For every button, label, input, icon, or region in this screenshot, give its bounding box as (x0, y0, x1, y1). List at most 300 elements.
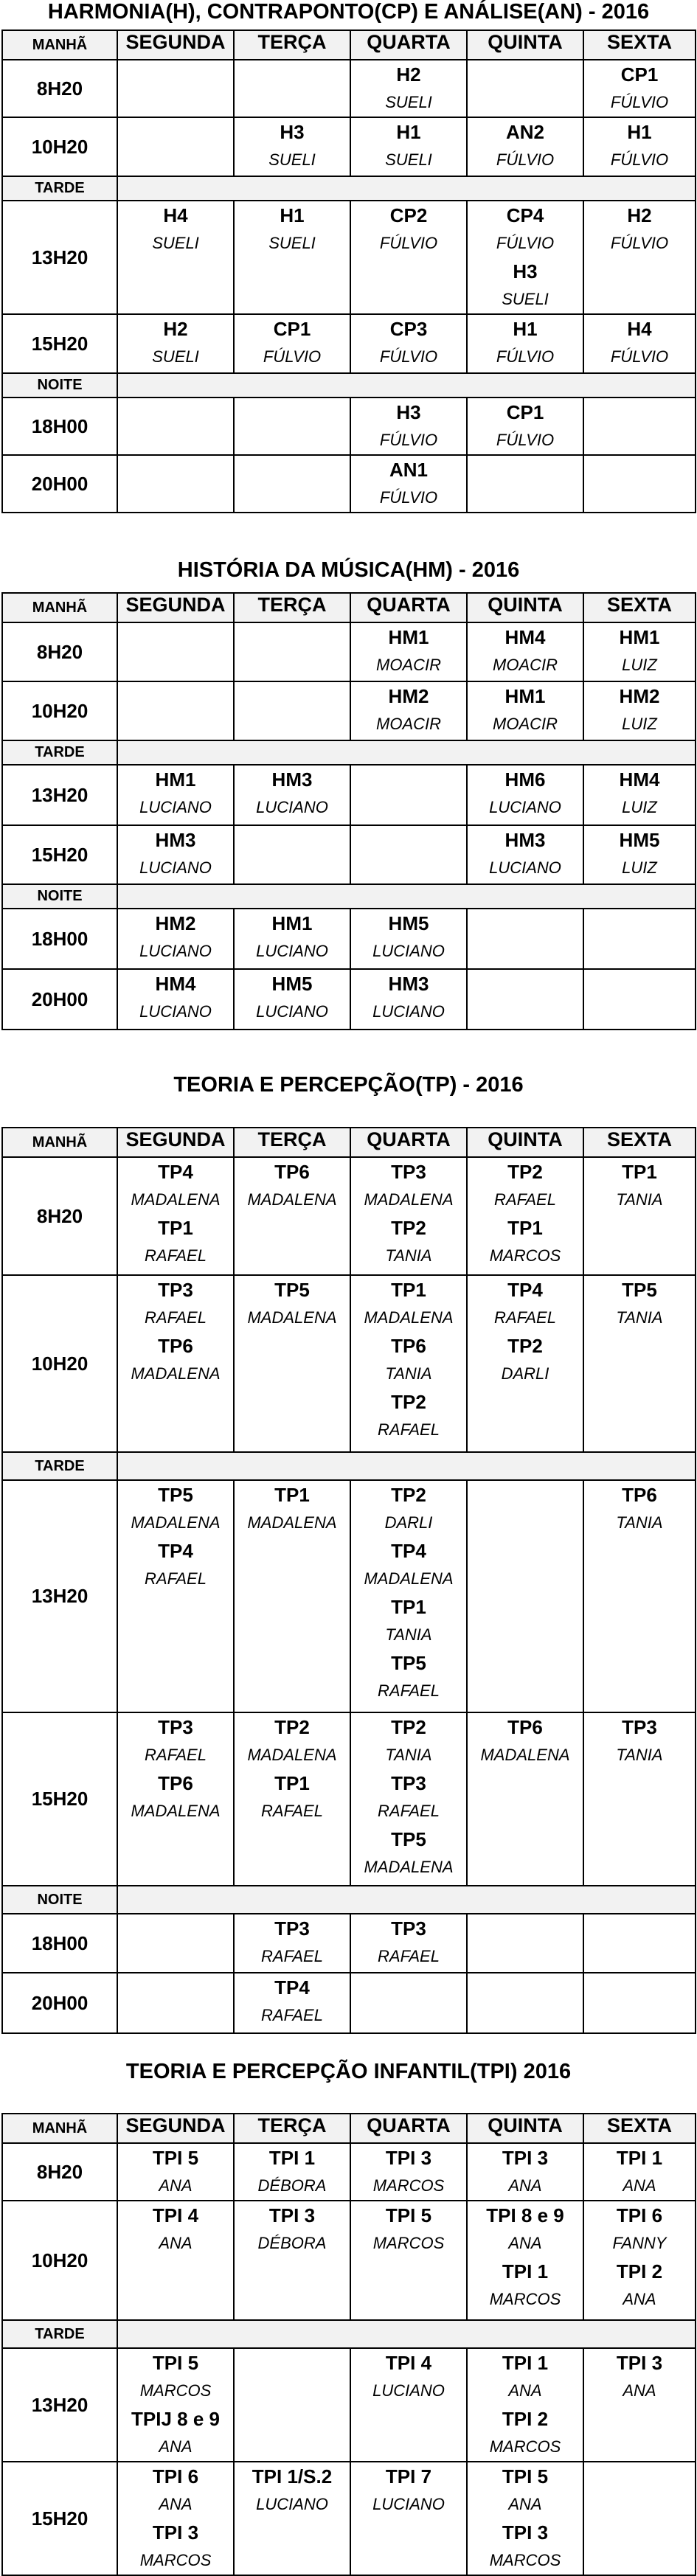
time-slot: 20H00 (2, 455, 117, 513)
teacher-name: RAFAEL (494, 1190, 556, 1209)
time-slot-row (2, 909, 696, 969)
time-slot-row (2, 397, 696, 455)
schedule-cell (583, 909, 696, 969)
schedule-cell (467, 1973, 583, 2033)
class-entry (584, 2144, 695, 2200)
schedule-cell (350, 397, 467, 455)
class-code: HM5 (388, 912, 429, 934)
teacher-name: LUCIANO (256, 798, 328, 816)
teacher-name: FÚLVIO (379, 488, 438, 507)
class-code: TP3 (158, 1279, 193, 1301)
class-entry (351, 456, 466, 512)
period-band-row (2, 176, 696, 201)
class-code: HM1 (619, 626, 660, 648)
schedule-cell (350, 1157, 467, 1275)
class-entry (118, 2201, 233, 2257)
schedule-cell (467, 2348, 583, 2462)
period-label: TARDE (2, 2320, 117, 2348)
class-entry (584, 1276, 695, 1332)
schedule-cell (350, 909, 467, 969)
day-header: SEGUNDA (117, 2114, 234, 2143)
teacher-name: FÚLVIO (379, 431, 438, 449)
schedule-cell (234, 314, 350, 373)
teacher-name: MARCOS (489, 1246, 561, 1265)
class-code: TP6 (622, 1484, 657, 1506)
schedule-cell (117, 825, 234, 884)
schedule-cell (234, 455, 350, 513)
class-entry (118, 1332, 233, 1388)
class-code: HM1 (388, 626, 429, 648)
time-slot: 13H20 (2, 201, 117, 314)
day-header: SEXTA (583, 593, 696, 622)
class-entry (118, 2462, 233, 2518)
schedule-cell (350, 455, 467, 513)
schedule-cell (117, 1157, 234, 1275)
time-slot-row (2, 1712, 696, 1886)
section-title: TEORIA E PERCEPÇÃO(TP) - 2016 (173, 1073, 524, 1097)
schedule-cell (583, 765, 696, 825)
class-entry (235, 909, 350, 965)
teacher-name: TANIA (385, 1246, 432, 1265)
teacher-name: MARCOS (139, 2551, 212, 2569)
period-label: TARDE (2, 1452, 117, 1480)
class-code: HM3 (388, 973, 429, 995)
day-header: QUARTA (350, 593, 467, 622)
class-code: HM1 (155, 768, 196, 791)
class-code: HM1 (271, 912, 313, 934)
teacher-name: ANA (508, 2381, 542, 2400)
class-code: TP1 (158, 1217, 193, 1239)
class-code: CP4 (506, 204, 544, 226)
schedule-cell (350, 1914, 467, 1973)
time-slot: 18H00 (2, 909, 117, 969)
schedule-cell (350, 1973, 467, 2033)
class-entry (235, 1973, 350, 2030)
teacher-name: MADALENA (364, 1308, 454, 1327)
schedule-cell (350, 825, 467, 884)
schedule-cell (467, 1914, 583, 1973)
class-entry (584, 2257, 695, 2313)
time-slot: 18H00 (2, 1914, 117, 1973)
day-header: TERÇA (234, 2114, 350, 2143)
class-entry (584, 623, 695, 679)
period-band (117, 1452, 696, 1480)
class-code: TPI 1 (502, 2260, 549, 2282)
schedule-cell (234, 909, 350, 969)
class-entry (351, 909, 466, 965)
schedule-cell (234, 2462, 350, 2575)
class-entry (351, 2144, 466, 2200)
schedule-cell (350, 681, 467, 740)
schedule-cell (234, 2143, 350, 2201)
schedule-cell (117, 681, 234, 740)
class-entry (235, 315, 350, 371)
time-slot-row (2, 1275, 696, 1452)
class-code: HM2 (155, 912, 196, 934)
class-code: TP2 (507, 1161, 543, 1183)
schedule-cell (234, 969, 350, 1030)
class-entry (468, 2462, 583, 2518)
day-header: SEXTA (583, 1128, 696, 1157)
class-entry (584, 765, 695, 822)
class-entry (235, 2201, 350, 2257)
teacher-name: ANA (508, 2176, 542, 2195)
class-code: H3 (396, 401, 421, 423)
class-entry (118, 970, 233, 1026)
schedule-cell (467, 455, 583, 513)
period-label: NOITE (2, 373, 117, 397)
teacher-name: TANIA (616, 1746, 663, 1764)
class-entry (351, 2349, 466, 2405)
teacher-name: RAFAEL (378, 1947, 440, 1965)
teacher-name: TANIA (616, 1190, 663, 1209)
class-code: TP2 (391, 1716, 426, 1738)
schedule-cell (234, 117, 350, 176)
class-entry (118, 1713, 233, 1769)
schedule-cell (234, 2348, 350, 2462)
class-code: TP5 (158, 1484, 193, 1506)
teacher-name: SUELI (268, 150, 316, 169)
schedule-cell (467, 201, 583, 314)
teacher-name: LUCIANO (139, 942, 212, 960)
schedule-cell (350, 117, 467, 176)
class-code: TPI 6 (616, 2204, 663, 2226)
time-slot-row (2, 622, 696, 681)
time-slot: 10H20 (2, 2201, 117, 2320)
class-entry (468, 118, 583, 174)
class-code: TPI 3 (616, 2352, 663, 2374)
period-band (117, 740, 696, 765)
class-entry (235, 970, 350, 1026)
class-code: CP1 (506, 401, 544, 423)
teacher-name: MADALENA (480, 1746, 570, 1764)
schedule-cell (117, 1712, 234, 1886)
teacher-name: LUCIANO (139, 798, 212, 816)
teacher-name: FÚLVIO (379, 347, 438, 366)
class-entry (351, 1713, 466, 1769)
period-band-row (2, 740, 696, 765)
day-header: TERÇA (234, 30, 350, 60)
class-code: H2 (163, 318, 188, 340)
schedule-cell (350, 314, 467, 373)
schedule-cell (583, 2348, 696, 2462)
class-code: H1 (513, 318, 538, 340)
teacher-name: MADALENA (131, 1364, 221, 1383)
schedule-cell (467, 2143, 583, 2201)
teacher-name: DARLI (384, 1513, 433, 1532)
time-slot-row (2, 969, 696, 1030)
teacher-name: SUELI (385, 93, 432, 111)
teacher-name: MADALENA (364, 1190, 454, 1209)
class-code: TPI 3 (502, 2521, 549, 2544)
schedule-cell (583, 1712, 696, 1886)
teacher-name: ANA (159, 2176, 193, 2195)
class-entry (468, 257, 583, 313)
schedule-cell (350, 765, 467, 825)
class-entry (468, 1276, 583, 1332)
teacher-name: RAFAEL (145, 1746, 207, 1764)
teacher-name: TANIA (616, 1513, 663, 1532)
period-label: NOITE (2, 1886, 117, 1914)
class-entry (468, 826, 583, 882)
class-entry (351, 60, 466, 117)
teacher-name: LUCIANO (372, 942, 445, 960)
teacher-name: LUIZ (622, 858, 657, 877)
time-slot: 13H20 (2, 2348, 117, 2462)
class-entry (118, 2144, 233, 2200)
time-slot: 15H20 (2, 2462, 117, 2575)
teacher-name: LUCIANO (372, 2381, 445, 2400)
schedule-cell (234, 1914, 350, 1973)
schedule-cell (117, 201, 234, 314)
teacher-name: LUCIANO (489, 858, 561, 877)
teacher-name: MARCOS (372, 2176, 445, 2195)
class-entry (118, 909, 233, 965)
class-entry (118, 765, 233, 822)
class-code: TP6 (391, 1335, 426, 1357)
class-code: TP6 (274, 1161, 310, 1183)
teacher-name: TANIA (385, 1625, 432, 1644)
schedule-cell (117, 622, 234, 681)
time-slot: 13H20 (2, 765, 117, 825)
schedule-cell (234, 1157, 350, 1275)
schedule-cell (583, 455, 696, 513)
class-code: TP5 (274, 1279, 310, 1301)
schedule-cell (350, 2462, 467, 2575)
class-code: HM4 (619, 768, 660, 791)
class-entry (235, 1769, 350, 1825)
teacher-name: RAFAEL (261, 1802, 323, 1820)
period-header: MANHÃ (2, 2114, 117, 2143)
teacher-name: MADALENA (364, 1858, 454, 1876)
class-code: TP5 (622, 1279, 657, 1301)
schedule-cell (350, 201, 467, 314)
class-entry (351, 1481, 466, 1537)
schedule-cell (234, 765, 350, 825)
teacher-name: FANNY (612, 2234, 667, 2252)
time-slot-row (2, 2143, 696, 2201)
class-entry (118, 2518, 233, 2575)
schedule-cell (583, 1914, 696, 1973)
class-entry (118, 826, 233, 882)
class-code: TPI 3 (385, 2147, 432, 2169)
class-entry (351, 118, 466, 174)
time-slot-row (2, 201, 696, 314)
teacher-name: TANIA (616, 1308, 663, 1327)
class-entry (118, 1276, 233, 1332)
class-code: TPI 5 (385, 2204, 432, 2226)
class-entry (235, 2144, 350, 2200)
teacher-name: ANA (159, 2495, 193, 2513)
time-slot: 15H20 (2, 825, 117, 884)
teacher-name: FÚLVIO (496, 431, 555, 449)
period-header: MANHÃ (2, 1128, 117, 1157)
class-code: TP1 (391, 1279, 426, 1301)
class-code: TPI 3 (502, 2147, 549, 2169)
time-slot-row (2, 314, 696, 373)
schedule-cell (234, 2201, 350, 2320)
class-code: AN2 (505, 121, 544, 143)
class-entry (468, 315, 583, 371)
schedule-cell (117, 314, 234, 373)
teacher-name: FÚLVIO (496, 234, 555, 252)
class-code: TP6 (158, 1772, 193, 1794)
day-header: QUINTA (467, 593, 583, 622)
class-entry (468, 2144, 583, 2200)
teacher-name: MOACIR (493, 715, 558, 733)
schedule-cell (467, 765, 583, 825)
schedule-cell (467, 909, 583, 969)
class-code: TPI 1 (502, 2352, 549, 2374)
teacher-name: SUELI (152, 234, 199, 252)
schedule-table (1, 2113, 696, 2576)
teacher-name: FÚLVIO (610, 347, 669, 366)
schedule-cell (117, 2462, 234, 2575)
class-code: TPI 1 (268, 2147, 316, 2169)
teacher-name: DÉBORA (257, 2176, 327, 2195)
schedule-cell (234, 825, 350, 884)
schedule-cell (583, 314, 696, 373)
schedule-cell (234, 681, 350, 740)
class-code: TP2 (391, 1391, 426, 1413)
teacher-name: LUCIANO (489, 798, 561, 816)
day-header: QUARTA (350, 1128, 467, 1157)
class-entry (118, 315, 233, 371)
schedule-table (1, 1127, 696, 2034)
class-code: H3 (280, 121, 305, 143)
class-entry (351, 970, 466, 1026)
class-entry (235, 765, 350, 822)
class-code: TPI 1/S.2 (252, 2465, 333, 2488)
class-code: AN1 (389, 459, 428, 481)
class-entry (118, 201, 233, 257)
teacher-name: MADALENA (247, 1308, 337, 1327)
class-entry (584, 682, 695, 738)
teacher-name: SUELI (502, 290, 549, 308)
schedule-cell (350, 1480, 467, 1712)
class-entry (468, 2257, 583, 2313)
teacher-name: MADALENA (247, 1746, 337, 1764)
time-slot: 18H00 (2, 397, 117, 455)
class-entry (584, 1481, 695, 1537)
schedule-cell (350, 60, 467, 117)
teacher-name: ANA (508, 2495, 542, 2513)
section-title: TEORIA E PERCEPÇÃO INFANTIL(TPI) 2016 (125, 2060, 572, 2083)
teacher-name: ANA (623, 2176, 656, 2195)
class-code: TPI 7 (385, 2465, 432, 2488)
class-code: HM4 (504, 626, 546, 648)
class-code: TPI 4 (385, 2352, 432, 2374)
class-code: H1 (280, 204, 305, 226)
class-entry (468, 1713, 583, 1769)
schedule-cell (467, 397, 583, 455)
class-code: TPI 1 (616, 2147, 663, 2169)
schedule-cell (350, 969, 467, 1030)
class-entry (468, 623, 583, 679)
class-entry (584, 118, 695, 174)
class-code: TPI 3 (268, 2204, 316, 2226)
schedule-cell (467, 969, 583, 1030)
period-band (117, 176, 696, 201)
teacher-name: MADALENA (131, 1802, 221, 1820)
schedule-cell (234, 1712, 350, 1886)
teacher-name: FÚLVIO (610, 150, 669, 169)
class-code: TP3 (391, 1772, 426, 1794)
schedule-cell (117, 60, 234, 117)
time-slot: 15H20 (2, 1712, 117, 1886)
period-header: MANHÃ (2, 30, 117, 60)
day-header: QUINTA (467, 1128, 583, 1157)
day-header: QUINTA (467, 2114, 583, 2143)
period-label: NOITE (2, 884, 117, 909)
teacher-name: RAFAEL (261, 2006, 323, 2024)
teacher-name: SUELI (268, 234, 316, 252)
class-code: TPI 2 (502, 2408, 549, 2430)
time-slot: 8H20 (2, 2143, 117, 2201)
schedule-cell (583, 2143, 696, 2201)
class-entry (584, 315, 695, 371)
schedule-cell (467, 60, 583, 117)
class-entry (468, 1332, 583, 1388)
schedule-cell (583, 2462, 696, 2575)
class-code: HM6 (504, 768, 546, 791)
class-code: TPI 2 (616, 2260, 663, 2282)
class-entry (351, 1537, 466, 1593)
time-slot: 13H20 (2, 1480, 117, 1712)
class-code: HM3 (155, 829, 196, 851)
class-entry (235, 1481, 350, 1537)
teacher-name: FÚLVIO (379, 234, 438, 252)
class-entry (235, 1914, 350, 1971)
class-entry (468, 2405, 583, 2461)
schedule-cell (117, 397, 234, 455)
period-band-row (2, 884, 696, 909)
class-entry (584, 826, 695, 882)
day-header: SEGUNDA (117, 593, 234, 622)
teacher-name: MADALENA (364, 1569, 454, 1588)
teacher-name: ANA (508, 2234, 542, 2252)
class-entry (468, 2518, 583, 2575)
class-code: TP1 (507, 1217, 543, 1239)
schedule-cell (350, 622, 467, 681)
teacher-name: TANIA (385, 1746, 432, 1764)
time-slot-row (2, 117, 696, 176)
schedule-cell (467, 314, 583, 373)
teacher-name: LUCIANO (256, 1002, 328, 1021)
period-label: TARDE (2, 740, 117, 765)
class-entry (351, 315, 466, 371)
time-slot-row (2, 1914, 696, 1973)
class-code: TPI 5 (502, 2465, 549, 2488)
schedule-cell (234, 201, 350, 314)
class-code: HM5 (271, 973, 313, 995)
class-entry (118, 1158, 233, 1214)
class-code: H4 (163, 204, 188, 226)
header-row (2, 2114, 696, 2143)
class-entry (351, 682, 466, 738)
class-code: TPI 4 (152, 2204, 199, 2226)
class-entry (468, 682, 583, 738)
class-code: TP3 (158, 1716, 193, 1738)
day-header: TERÇA (234, 593, 350, 622)
class-code: TP4 (274, 1976, 310, 1999)
teacher-name: MARCOS (372, 2234, 445, 2252)
class-code: TP5 (391, 1828, 426, 1850)
time-slot-row (2, 1157, 696, 1275)
schedule-cell (583, 1973, 696, 2033)
period-band-row (2, 1452, 696, 1480)
schedule-cell (234, 60, 350, 117)
